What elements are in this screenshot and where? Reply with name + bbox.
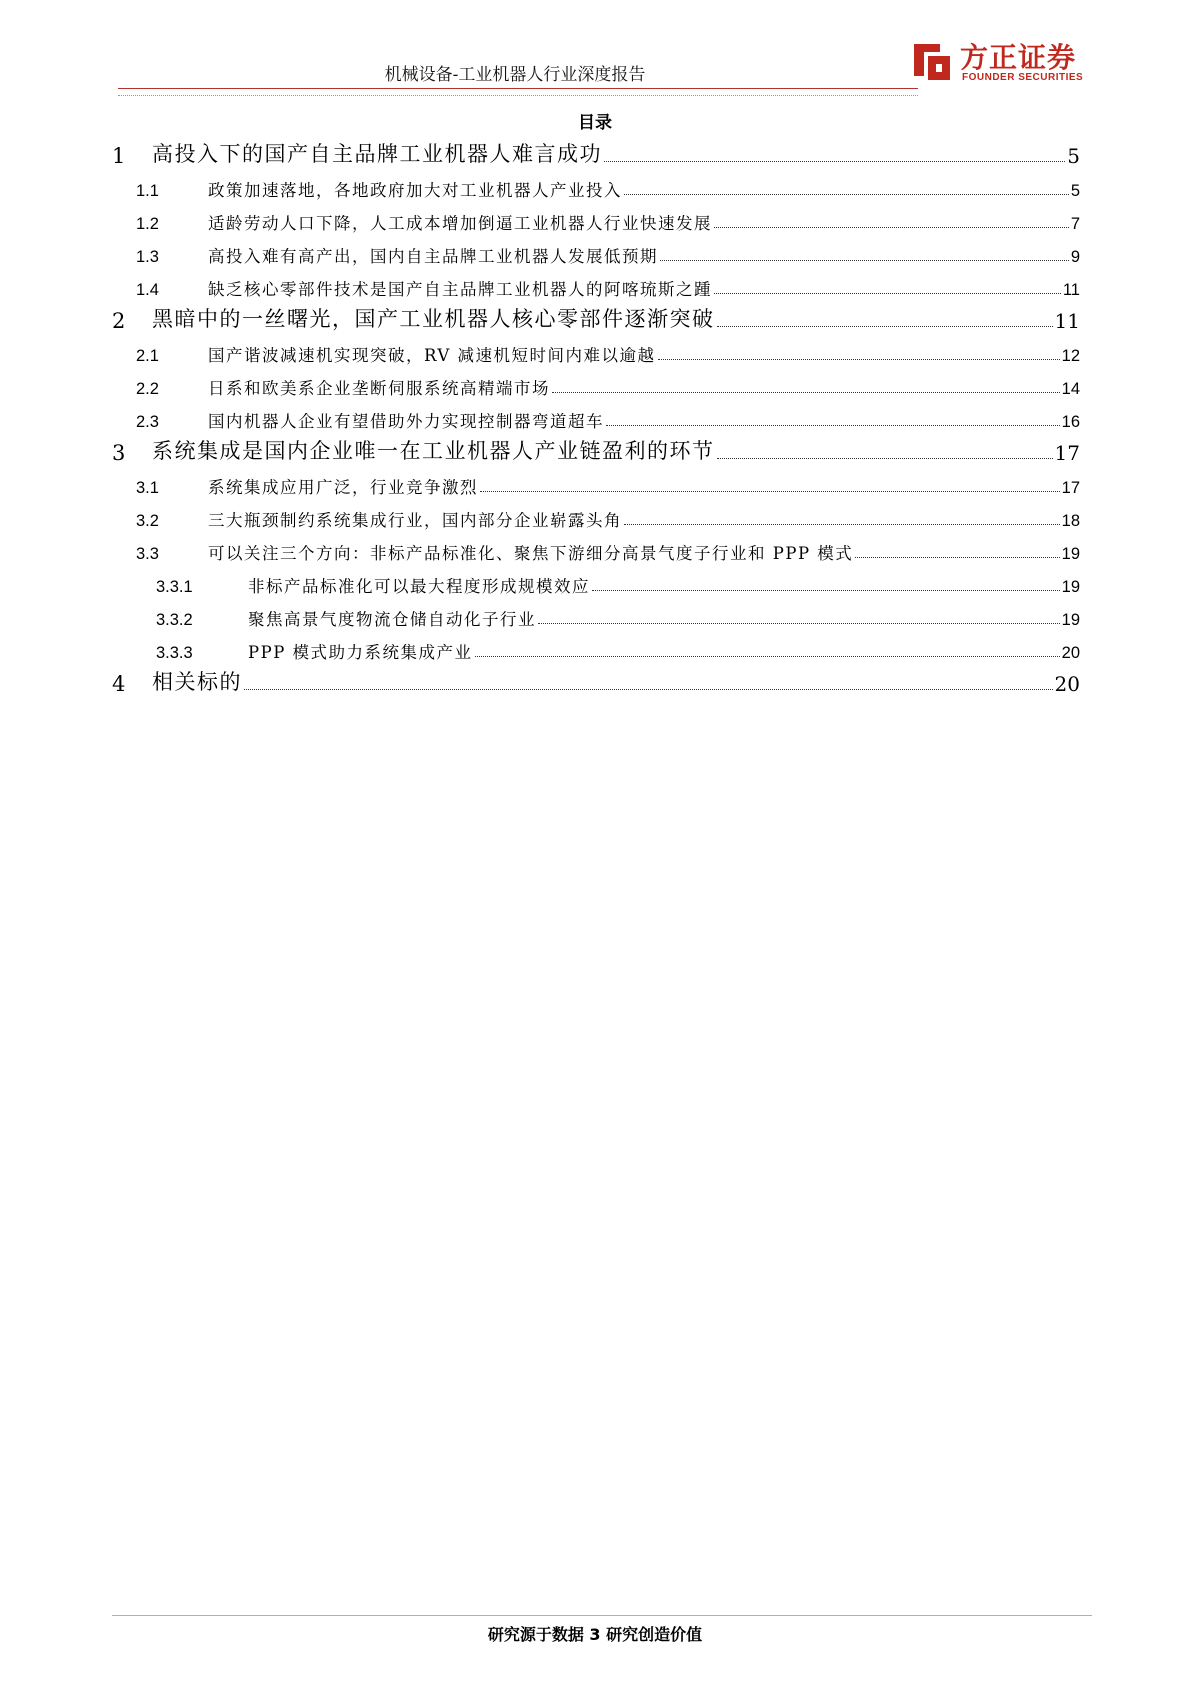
toc-entry[interactable] — [112, 501, 1080, 531]
toc-dot-leader — [624, 194, 1069, 195]
toc-entry-title: PPP 模式助力系统集成产业 — [248, 643, 473, 662]
toc-entry[interactable] — [112, 600, 1080, 630]
toc-entry-page: 18 — [1061, 512, 1080, 530]
logo-text-en: FOUNDER SECURITIES — [962, 72, 1084, 83]
toc-entry-title: 国产谐波减速机实现突破，RV 减速机短时间内难以逾越 — [208, 346, 656, 365]
toc-entry-page: 20 — [1054, 672, 1080, 696]
toc-entry-number: 3.3.3 — [156, 644, 193, 662]
toc-entry-number: 3.3 — [136, 545, 159, 563]
toc-dot-leader — [714, 293, 1061, 294]
founder-securities-logo — [910, 36, 1090, 90]
toc-entry[interactable] — [112, 204, 1080, 234]
toc-entry-page: 11 — [1054, 309, 1080, 333]
toc-entry-page: 19 — [1061, 578, 1080, 596]
toc-entry-title: 系统集成是国内企业唯一在工业机器人产业链盈利的环节 — [152, 439, 715, 463]
toc-dot-leader — [855, 557, 1059, 558]
toc-entry[interactable] — [112, 336, 1080, 366]
toc-entry[interactable] — [112, 666, 1080, 696]
toc-dot-leader — [552, 392, 1060, 393]
toc-entry[interactable] — [112, 435, 1080, 465]
toc-entry-number: 3 — [112, 441, 126, 465]
toc-entry-page: 9 — [1070, 248, 1080, 266]
toc-dot-leader — [244, 689, 1053, 690]
toc-entry-number: 2 — [112, 309, 126, 333]
toc-entry-page: 19 — [1061, 545, 1080, 563]
toc-entry[interactable] — [112, 369, 1080, 399]
logo-text-cn: 方正证券 — [960, 41, 1077, 74]
toc-dot-leader — [475, 656, 1060, 657]
toc-entry-title: 日系和欧美系企业垄断伺服系统高精端市场 — [208, 379, 550, 398]
toc-entry-page: 14 — [1061, 380, 1080, 398]
toc-entry-page: 5 — [1070, 182, 1080, 200]
toc-dot-leader — [480, 491, 1060, 492]
toc-entry[interactable] — [112, 270, 1080, 300]
toc-entry-number: 4 — [112, 672, 126, 696]
toc-entry-title: 非标产品标准化可以最大程度形成规模效应 — [248, 577, 590, 596]
toc-entry-number: 1.1 — [136, 182, 159, 200]
toc-entry-number: 2.2 — [136, 380, 159, 398]
toc-entry-page: 19 — [1061, 611, 1080, 629]
toc-entry-number: 2.3 — [136, 413, 159, 431]
toc-entry-number: 3.1 — [136, 479, 159, 497]
footer-rule — [112, 1615, 1092, 1616]
toc-entry[interactable] — [112, 567, 1080, 597]
header-rule — [118, 88, 918, 89]
toc-entry-title: 国内机器人企业有望借助外力实现控制器弯道超车 — [208, 412, 604, 431]
toc-dot-leader — [658, 359, 1060, 360]
toc-entry[interactable] — [112, 303, 1080, 333]
toc-dot-leader — [592, 590, 1060, 591]
toc-entry-page: 17 — [1061, 479, 1080, 497]
toc-entry-page: 17 — [1054, 441, 1080, 465]
toc-entry-page: 5 — [1067, 144, 1080, 168]
toc-entry-number: 2.1 — [136, 347, 159, 365]
toc-entry-page: 20 — [1061, 644, 1080, 662]
toc-entry-page: 7 — [1070, 215, 1080, 233]
toc-title: 目录 — [578, 113, 612, 133]
toc-dot-leader — [538, 623, 1060, 624]
report-header-title: 机械设备-工业机器人行业深度报告 — [384, 65, 646, 85]
toc-entry-number: 3.3.1 — [156, 578, 193, 596]
toc-entry[interactable] — [112, 402, 1080, 432]
toc-entry-title: 高投入下的国产自主品牌工业机器人难言成功 — [152, 142, 602, 166]
toc-entry-title: 系统集成应用广泛，行业竞争激烈 — [208, 478, 478, 497]
toc-dot-leader — [606, 425, 1060, 426]
toc-entry-number: 1.3 — [136, 248, 159, 266]
toc-entry-title: 适龄劳动人口下降，人工成本增加倒逼工业机器人行业快速发展 — [208, 214, 712, 233]
toc-entry-number: 1.2 — [136, 215, 159, 233]
toc-entry-page: 11 — [1062, 281, 1080, 299]
toc-entry[interactable] — [112, 171, 1080, 201]
toc-entry-title: 可以关注三个方向：非标产品标准化、聚焦下游细分高景气度子行业和 PPP 模式 — [208, 544, 854, 563]
header-dotted-rule — [118, 95, 918, 96]
toc-entry-title: 缺乏核心零部件技术是国产自主品牌工业机器人的阿喀琉斯之踵 — [208, 280, 712, 299]
toc-dot-leader — [624, 524, 1060, 525]
toc-entry-title: 聚焦高景气度物流仓储自动化子行业 — [248, 610, 536, 629]
toc-entry-number: 1.4 — [136, 281, 159, 299]
toc-entry-number: 1 — [112, 144, 126, 168]
toc-entry-number: 3.2 — [136, 512, 159, 530]
toc-entry-title: 相关标的 — [152, 670, 242, 694]
toc-entry-title: 高投入难有高产出，国内自主品牌工业机器人发展低预期 — [208, 247, 658, 266]
founder-logo-icon — [910, 38, 954, 82]
toc-entry-number: 3.3.2 — [156, 611, 193, 629]
toc-dot-leader — [604, 161, 1065, 162]
toc-dot-leader — [660, 260, 1069, 261]
toc-entry[interactable] — [112, 138, 1080, 168]
toc-entry-page: 12 — [1061, 347, 1080, 365]
toc-entry-title: 三大瓶颈制约系统集成行业，国内部分企业崭露头角 — [208, 511, 622, 530]
toc-entry-page: 16 — [1061, 413, 1080, 431]
toc-entry[interactable] — [112, 534, 1080, 564]
toc-entry[interactable] — [112, 237, 1080, 267]
toc-entry-title: 政策加速落地，各地政府加大对工业机器人产业投入 — [208, 181, 622, 200]
toc-entry[interactable] — [112, 468, 1080, 498]
toc-entry[interactable] — [112, 633, 1080, 663]
toc-entry-title: 黑暗中的一丝曙光，国产工业机器人核心零部件逐渐突破 — [152, 307, 715, 331]
footer-slogan: 研究源于数据 3 研究创造价值 — [487, 1625, 703, 1644]
toc-dot-leader — [714, 227, 1069, 228]
toc-dot-leader — [717, 326, 1053, 327]
toc-dot-leader — [717, 458, 1053, 459]
